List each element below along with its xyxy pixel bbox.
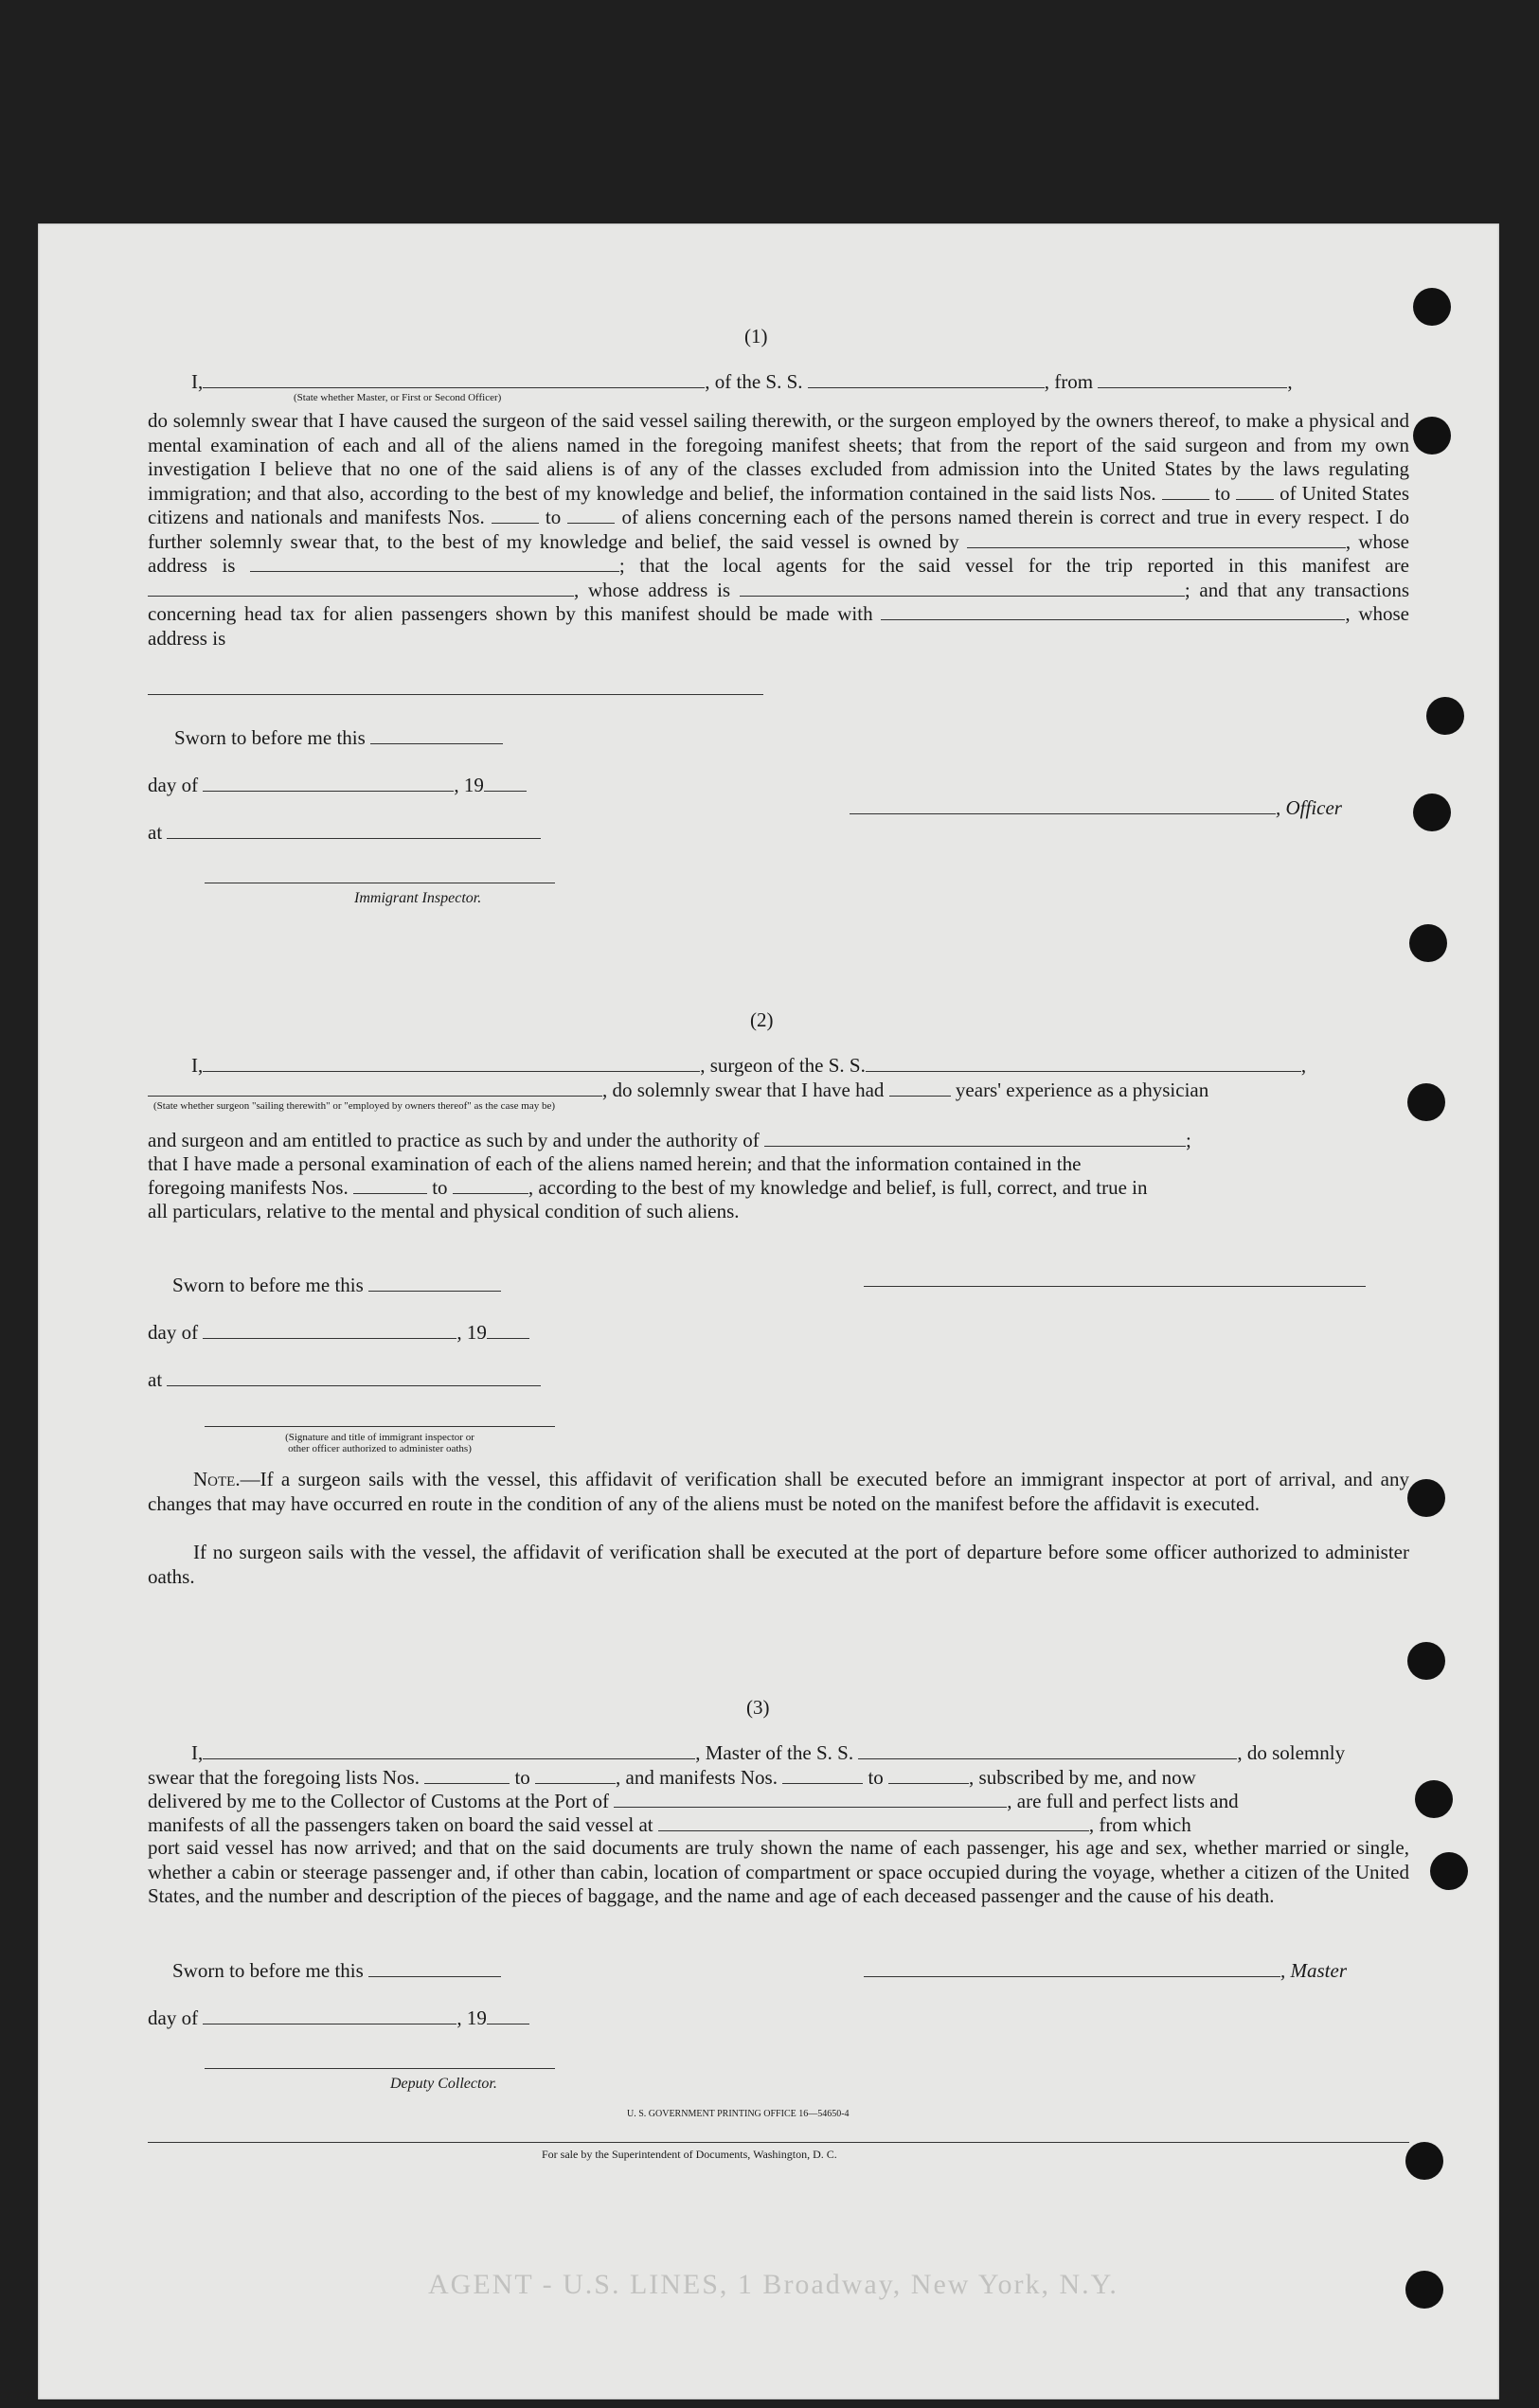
s3-master-label: , Master bbox=[1280, 1959, 1347, 1982]
section-1-heading: (1) bbox=[744, 325, 768, 348]
s2-surgeon-note: (State whether surgeon "sailing therewith" or "employed by owners thereof" as the case may be) bbox=[153, 1100, 556, 1112]
s1-officer-note: (State whether Master, or First or Second Officer) bbox=[294, 392, 502, 403]
s1-owner-address-field[interactable] bbox=[250, 554, 619, 572]
s1-headtax-field[interactable] bbox=[881, 602, 1345, 620]
s1-agents-field[interactable] bbox=[148, 579, 574, 597]
s3-lists-label: swear that the foregoing lists Nos. bbox=[148, 1766, 420, 1789]
s2-name-field[interactable] bbox=[203, 1054, 700, 1072]
s2-authority-field[interactable] bbox=[764, 1129, 1186, 1147]
s2-comma: , bbox=[1300, 1054, 1307, 1077]
s1-para-agents: that the local agents for the said vessel for the trip reported in this manifest are bbox=[639, 554, 1409, 577]
s2-note-label: Note. bbox=[193, 1468, 241, 1490]
punch-hole bbox=[1413, 288, 1451, 326]
s2-at-field[interactable] bbox=[167, 1368, 541, 1386]
s2-line-4: that I have made a personal examination of each of the aliens named herein; and that the information contained in the bbox=[148, 1152, 1082, 1175]
s2-at-label: at bbox=[148, 1368, 163, 1391]
s1-para-address-2: whose address is bbox=[587, 578, 731, 601]
s1-at-line bbox=[148, 820, 541, 845]
punch-hole bbox=[1430, 1852, 1468, 1890]
s3-collector-signature-line[interactable] bbox=[205, 2068, 555, 2069]
punch-hole bbox=[1405, 2271, 1443, 2309]
s1-address-continuation-line[interactable] bbox=[148, 694, 763, 695]
s1-para-part-3: of aliens concerning each of the persons named therein is correct and true in every respect. I do further solemnly swear that, to the best of my knowledge and belief, the said vessel is owned by bbox=[148, 506, 1410, 553]
s2-manifests-from-field[interactable] bbox=[353, 1176, 427, 1194]
form-sheet bbox=[38, 223, 1499, 2399]
s2-manifests-to-field[interactable] bbox=[453, 1176, 528, 1194]
s3-line-3 bbox=[148, 1789, 1239, 1813]
s1-semicolon: ; bbox=[618, 554, 625, 577]
s2-note-2 bbox=[148, 1541, 1409, 1589]
s1-year-label: , 19 bbox=[454, 774, 484, 796]
s3-year-field[interactable] bbox=[487, 2007, 529, 2025]
s1-inspector-label: Immigrant Inspector. bbox=[354, 890, 482, 906]
s1-para-address-3: , whose address is bbox=[148, 602, 1410, 650]
s1-day-label: day of bbox=[148, 774, 199, 796]
s1-owner-field[interactable] bbox=[967, 530, 1346, 548]
s1-sworn-field[interactable] bbox=[370, 726, 503, 744]
punch-hole bbox=[1409, 924, 1447, 962]
s1-vessel-field[interactable] bbox=[808, 370, 1045, 388]
s1-para-part-1: do solemnly swear that I have caused the surgeon of the said vessel sailing therewith, or the surgeon employed by the owners thereof, to make a physical and mental examination of each and all of the aliens named in the foregoing manifest sheets; that from the report of the said surgeon and from my own investigation I believe that no one of the said aliens is of any of the classes excluded from admission into the United States by the laws regulating immigration; and that also, according to the best of my knowledge and belief, the information contained in the said lists Nos. bbox=[148, 409, 1409, 505]
s3-day-line bbox=[148, 2006, 529, 2030]
agent-stamp: AGENT - U.S. LINES, 1 Broadway, New York, N.Y. bbox=[428, 2269, 1118, 2300]
s2-inspector-signature-line[interactable] bbox=[205, 1426, 555, 1427]
s2-vessel-field[interactable] bbox=[866, 1054, 1301, 1072]
for-sale-line: For sale by the Superintendent of Documents, Washington, D. C. bbox=[542, 2148, 837, 2161]
s1-at-field[interactable] bbox=[167, 821, 541, 839]
s1-from-field[interactable] bbox=[1098, 370, 1287, 388]
s1-para-to-1: to bbox=[1214, 481, 1231, 505]
section-2-heading: (2) bbox=[750, 1008, 774, 1031]
s2-year-field[interactable] bbox=[487, 1321, 529, 1339]
s1-affidavit-text bbox=[148, 409, 1409, 651]
s1-lists-to-field[interactable] bbox=[1236, 482, 1274, 500]
s1-label-from: , from bbox=[1044, 370, 1094, 393]
s3-manifests-from-field[interactable] bbox=[782, 1766, 863, 1784]
s3-full-lists-label: , are full and perfect lists and bbox=[1007, 1790, 1239, 1812]
s1-line-1 bbox=[191, 369, 1293, 394]
s2-day-label: day of bbox=[148, 1321, 199, 1344]
s3-lists-to-field[interactable] bbox=[535, 1766, 616, 1784]
s2-signature-note-2: other officer authorized to administer oaths) bbox=[288, 1443, 472, 1454]
s3-lists-from-field[interactable] bbox=[424, 1766, 510, 1784]
s3-manifests-to-field[interactable] bbox=[888, 1766, 969, 1784]
s1-label-ss: , of the S. S. bbox=[705, 370, 803, 393]
s2-sworn-label: Sworn to before me this bbox=[172, 1274, 364, 1296]
s2-year-label: , 19 bbox=[456, 1321, 487, 1344]
s3-affidavit-text: port said vessel has now arrived; and that on the said documents are truly shown the name of each passenger, his age and sex, whether married or single, whether a cabin or steerage passenger and, if other than cabin, location of compartment or space occupied during the voyage, whether a citizen of the United States, and the number and description of the pieces of baggage, and the name and age of each deceased passenger and the cause of his death. bbox=[148, 1836, 1409, 1907]
s1-day-field[interactable] bbox=[203, 774, 454, 792]
s3-from-which-label: , from which bbox=[1088, 1813, 1191, 1836]
s3-port-label: delivered by me to the Collector of Customs at the Port of bbox=[148, 1790, 609, 1812]
section-3-heading: (3) bbox=[746, 1696, 770, 1719]
s1-comma-2: , bbox=[574, 578, 580, 601]
s2-years-field[interactable] bbox=[889, 1079, 951, 1097]
punch-hole bbox=[1407, 1083, 1445, 1121]
s3-manifests-label: , and manifests Nos. bbox=[616, 1766, 778, 1789]
s1-officer-label: , Officer bbox=[1276, 796, 1342, 819]
s2-physician-label: years' experience as a physician bbox=[955, 1079, 1209, 1101]
s2-authority-label: and surgeon and am entitled to practice as such by and under the authority of bbox=[148, 1129, 760, 1151]
s2-line-1 bbox=[191, 1053, 1306, 1078]
s3-label-i: I, bbox=[191, 1741, 204, 1764]
s3-day-field[interactable] bbox=[203, 2007, 456, 2025]
s3-year-label: , 19 bbox=[456, 2007, 487, 2029]
s2-label-i: I, bbox=[191, 1054, 204, 1077]
s2-signature-line[interactable] bbox=[864, 1286, 1366, 1287]
s3-sworn-label: Sworn to before me this bbox=[172, 1959, 364, 1982]
s2-to-label: to bbox=[432, 1176, 448, 1199]
s2-label-surgeon: , surgeon of the S. S. bbox=[700, 1054, 866, 1077]
s1-para-to-2: to bbox=[545, 506, 562, 528]
s1-agents-address-field[interactable] bbox=[740, 579, 1185, 597]
s2-signature-note-1: (Signature and title of immigrant inspector or bbox=[285, 1432, 474, 1443]
s2-sworn-field[interactable] bbox=[368, 1274, 501, 1292]
s1-officer-line bbox=[850, 795, 1342, 820]
s1-at-label: at bbox=[148, 821, 163, 844]
s1-para-address-1: , whose address is bbox=[148, 529, 1409, 577]
s1-comma: , bbox=[1287, 370, 1293, 393]
s2-day-line bbox=[148, 1320, 529, 1345]
s2-note-text-2: If no surgeon sails with the vessel, the affidavit of verification shall be executed at the port of departure before some officer authorized to administer oaths. bbox=[148, 1541, 1409, 1588]
footer-rule bbox=[148, 2142, 1409, 2143]
punch-hole bbox=[1413, 417, 1451, 455]
s2-at-line bbox=[148, 1367, 541, 1392]
s3-port-field[interactable] bbox=[614, 1790, 1007, 1808]
s2-semicolon: ; bbox=[1186, 1129, 1191, 1151]
s3-onboard-field[interactable] bbox=[658, 1813, 1089, 1831]
s1-para-headtax: ; and that any transactions concerning head tax for alien passengers shown by this manifest should be made with bbox=[148, 578, 1410, 625]
s1-name-field[interactable] bbox=[203, 370, 705, 388]
s2-line-2 bbox=[148, 1078, 1208, 1102]
s3-to-label-1: to bbox=[514, 1766, 530, 1789]
s2-note-text-1: —If a surgeon sails with the vessel, this affidavit of verification shall be executed before an immigrant inspector at port of arrival, and any changes that may have occurred en route in the condition of any of the aliens must be noted on the manifest before the affidavit is executed. bbox=[148, 1468, 1409, 1515]
s2-line-6: all particulars, relative to the mental and physical condition of such aliens. bbox=[148, 1200, 740, 1222]
punch-hole bbox=[1407, 1642, 1445, 1680]
s2-sailing-field[interactable] bbox=[148, 1079, 602, 1097]
s2-line-5 bbox=[148, 1175, 1148, 1200]
s3-collector-label: Deputy Collector. bbox=[390, 2076, 497, 2092]
s3-sworn-line bbox=[172, 1958, 501, 1983]
s3-subscribed-label: , subscribed by me, and now bbox=[969, 1766, 1196, 1789]
s1-manifests-to-field[interactable] bbox=[567, 506, 615, 524]
s3-name-field[interactable] bbox=[203, 1741, 695, 1759]
punch-hole bbox=[1407, 1479, 1445, 1517]
s3-line-1 bbox=[191, 1740, 1345, 1765]
s3-onboard-label: manifests of all the passengers taken on board the said vessel at bbox=[148, 1813, 653, 1836]
punch-hole bbox=[1405, 2142, 1443, 2180]
s1-sworn-line bbox=[174, 725, 503, 750]
s3-line-2 bbox=[148, 1765, 1196, 1790]
s1-lists-from-field[interactable] bbox=[1162, 482, 1209, 500]
s3-master-field[interactable] bbox=[864, 1959, 1280, 1977]
s1-year-field[interactable] bbox=[484, 774, 527, 792]
s2-sworn-line bbox=[172, 1273, 501, 1297]
s1-manifests-from-field[interactable] bbox=[492, 506, 539, 524]
s1-para-part-2: of United States citizens and nationals and manifests Nos. bbox=[148, 481, 1410, 528]
gpo-imprint: U. S. GOVERNMENT PRINTING OFFICE 16—54650-4 bbox=[627, 2109, 850, 2119]
s3-day-label: day of bbox=[148, 2007, 199, 2029]
punch-hole bbox=[1413, 794, 1451, 831]
s3-vessel-field[interactable] bbox=[858, 1741, 1237, 1759]
s2-note bbox=[148, 1468, 1409, 1516]
s3-sworn-field[interactable] bbox=[368, 1959, 501, 1977]
s3-label-solemnly: , do solemnly bbox=[1237, 1741, 1346, 1764]
s3-master-line bbox=[864, 1958, 1347, 1983]
s1-officer-field[interactable] bbox=[850, 796, 1276, 814]
s2-knowledge-label: , according to the best of my knowledge and belief, is full, correct, and true in bbox=[528, 1176, 1148, 1199]
s3-label-master: , Master of the S. S. bbox=[695, 1741, 854, 1764]
s1-label-i: I, bbox=[191, 370, 204, 393]
punch-hole bbox=[1426, 697, 1464, 735]
s2-years-label: , do solemnly swear that I have had bbox=[602, 1079, 885, 1101]
s3-to-label-2: to bbox=[868, 1766, 884, 1789]
s1-day-line bbox=[148, 773, 527, 797]
s3-line-4 bbox=[148, 1812, 1191, 1837]
s2-manifests-label: foregoing manifests Nos. bbox=[148, 1176, 349, 1199]
punch-hole bbox=[1415, 1780, 1453, 1818]
s2-line-3 bbox=[148, 1128, 1191, 1152]
s2-day-field[interactable] bbox=[203, 1321, 456, 1339]
s1-sworn-label: Sworn to before me this bbox=[174, 726, 366, 749]
